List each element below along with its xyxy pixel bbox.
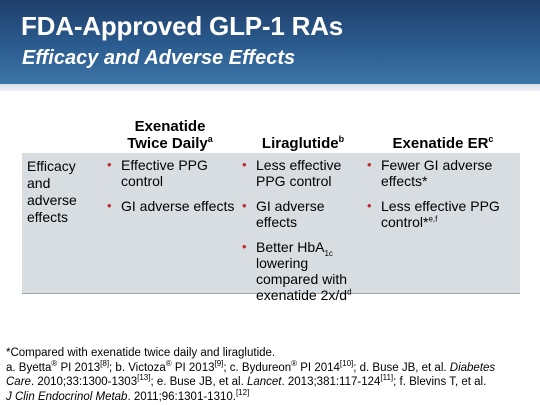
bullet-icon: • [107, 198, 112, 213]
bullet-icon: • [242, 157, 247, 172]
list-item: • Less effective PPG control [242, 157, 342, 189]
footnotes [6, 346, 536, 404]
header-divider [0, 84, 540, 91]
bullet-icon: • [242, 198, 247, 213]
list-item: • GI adverse effects [242, 198, 325, 230]
column-header-sup: b [338, 134, 345, 144]
list-item: • Fewer GI adverse effects* [367, 157, 493, 189]
column-header-line2: Twice Daily$^a$ [127, 134, 213, 152]
bullet-icon: • [367, 198, 372, 213]
list-item: • Better HbA$_{1c}$ lowering compared with exenatide $2x/d^d$ [242, 239, 352, 303]
footnote-comparison: *Compared with exenatide twice daily and liraglutide. [6, 347, 276, 359]
column-header-line1: Exenatide [134, 118, 206, 135]
slide-subtitle: Efficacy and Adverse Effects [22, 47, 296, 69]
column-header-exenatide-er: Exenatide $ER^c$ [392, 134, 494, 152]
column-header-exenatide-twice-daily [105, 118, 235, 152]
list-item: • GI adverse effects [107, 198, 235, 214]
bullet-icon: • [107, 157, 112, 172]
cell-exenatide-twice-daily [107, 157, 235, 223]
list-item: • Less effective PPG control*$^{e,f}$ [367, 198, 500, 230]
bullet-icon: • [242, 239, 247, 254]
cell-exenatide-er [367, 157, 517, 239]
cell-liraglutide [242, 157, 366, 312]
column-header-sup: c [488, 134, 494, 144]
column-header-liraglutide: Liraglutide$^b$ [261, 134, 345, 152]
footnote-references: a. Byetta® PI 2013[8]; b. Victoza® PI 2013[9]; c. Bydureon® PI 2014[10]; d. Buse JB, et al. Diabetes Care. 2010;33:1300-1303[13]; e. Buse JB, et al. Lancet. 2013;381:117-124[11]; f. Blevins T, et al. J Clin Endocrinol Metab. 2011;96:1301-1310.[12] [6, 358, 496, 403]
title-banner [0, 0, 540, 84]
list-item: • Effective PPG control [107, 157, 208, 189]
row-label-efficacy: Efficacy and adverse effects [27, 158, 77, 225]
bullet-icon: • [367, 157, 372, 172]
column-header-sup: a [207, 134, 213, 144]
slide-title: FDA-Approved GLP-1 RAs [21, 11, 344, 41]
